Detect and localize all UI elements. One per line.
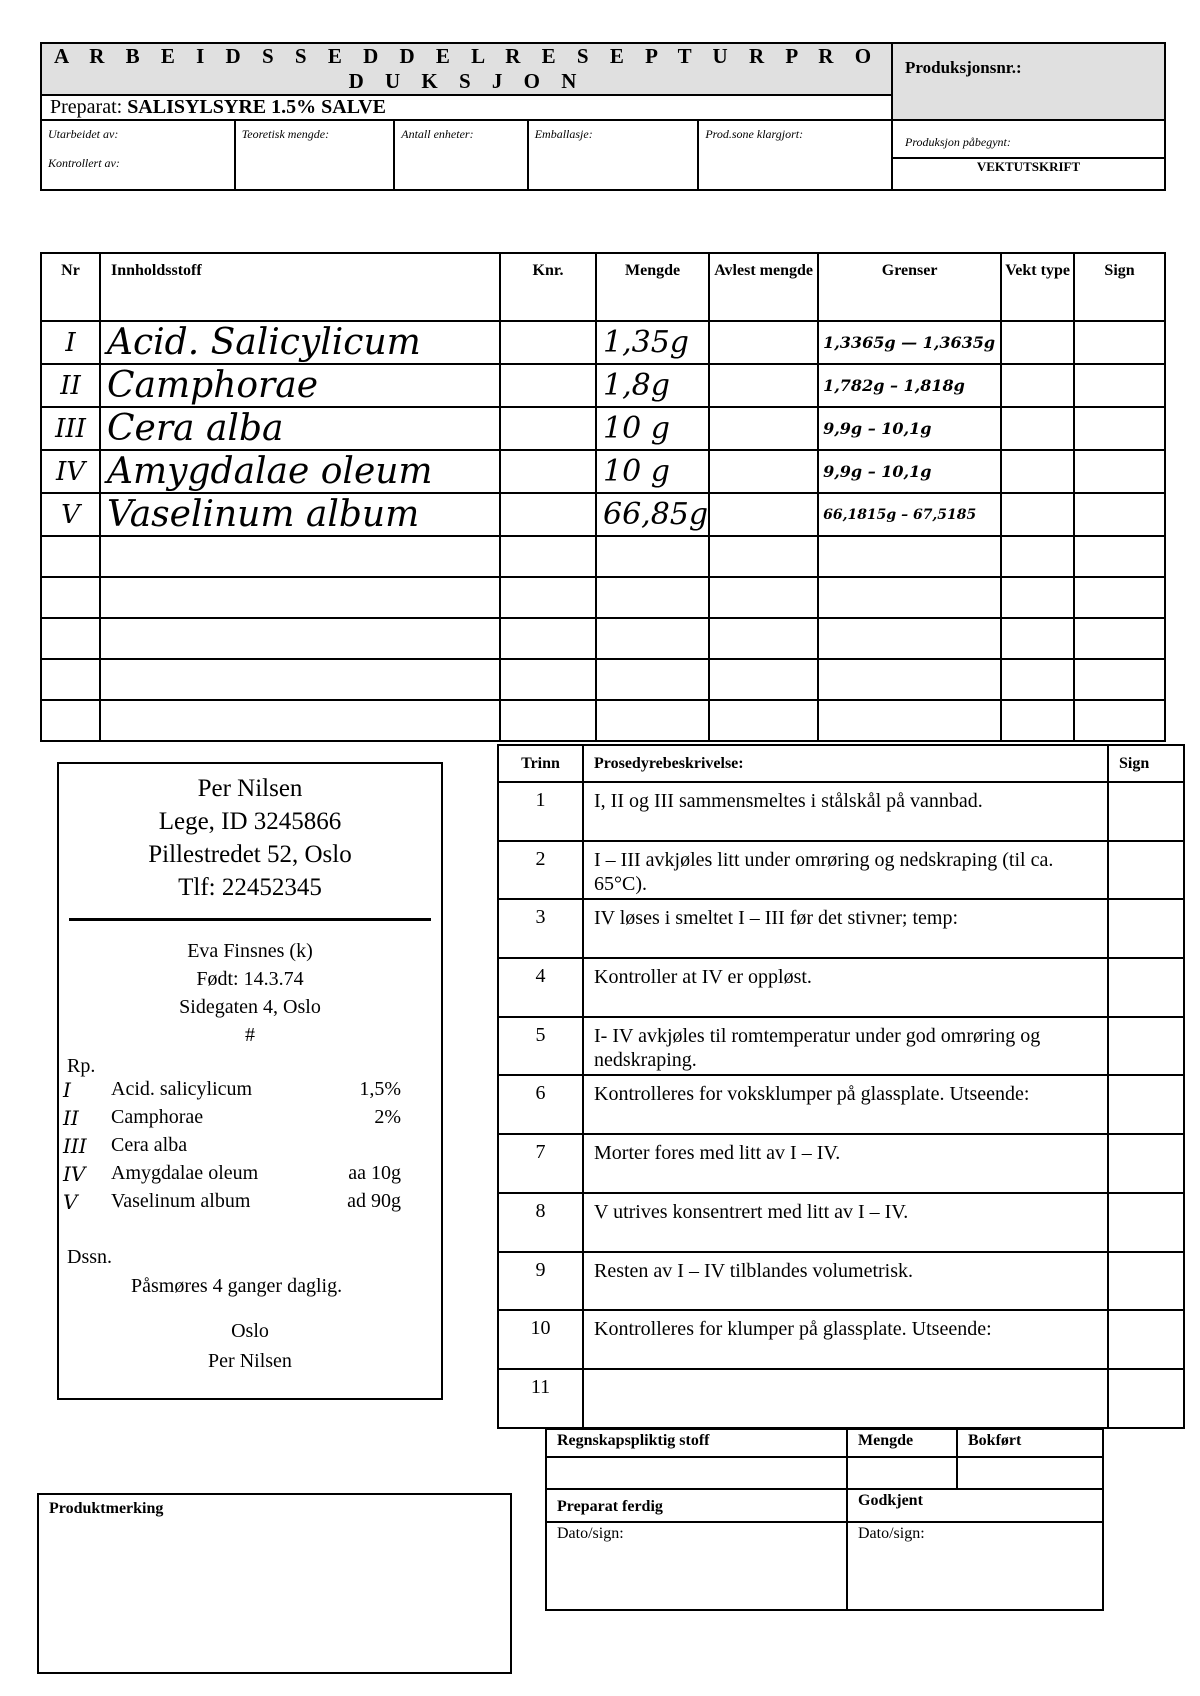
form-title: A R B E I D S S E D D E L R E S E P T U R P R O D U K S J O N [41, 43, 892, 95]
divider [69, 918, 431, 921]
row-amount[interactable]: 1,35g [596, 321, 709, 364]
sign-place: Oslo [231, 1320, 269, 1342]
rx-item [59, 1078, 441, 1106]
rx-item-amount: ad 90g [347, 1190, 401, 1212]
col-vekttype: Vekt type [1001, 253, 1074, 321]
col-prosedyre: Prosedyrebeskrivelse: [583, 745, 1108, 782]
row-avlest[interactable] [709, 364, 818, 407]
empty-cell[interactable] [818, 659, 1001, 700]
regnskap-bokfort-label: Bokført [957, 1429, 1103, 1457]
row-vekttype[interactable] [1001, 450, 1074, 493]
patient-address: Sidegaten 4, Oslo [179, 996, 321, 1018]
godkjent-label: Godkjent [847, 1489, 1103, 1522]
procedure-step [498, 899, 1184, 958]
doctor-address: Pillestredet 52, Oslo [148, 841, 352, 868]
step-number: 4 [498, 958, 583, 1017]
empty-cell[interactable] [100, 577, 500, 618]
procedure-step [498, 1252, 1184, 1311]
ferdig-dato-sign[interactable]: Dato/sign: [546, 1522, 847, 1610]
table-row-empty [41, 577, 1165, 618]
row-avlest[interactable] [709, 321, 818, 364]
row-vekttype[interactable] [1001, 407, 1074, 450]
procedure-step [498, 1193, 1184, 1252]
emballasje-field[interactable]: Emballasje: [528, 120, 699, 190]
rx-item-name: Cera alba [111, 1134, 188, 1156]
pabegynt-cell [892, 120, 1165, 190]
regnskap-mengde-field[interactable] [847, 1457, 957, 1489]
rx-item [59, 1190, 441, 1218]
empty-cell[interactable] [1074, 618, 1165, 659]
utarbeidet-label: Utarbeidet av: [48, 127, 119, 141]
utarbeidet-field[interactable] [41, 120, 235, 190]
empty-cell[interactable] [709, 700, 818, 741]
table-row [41, 450, 1165, 493]
empty-cell[interactable] [1001, 700, 1074, 741]
row-limits[interactable]: 9,9g – 10,1g [818, 407, 1001, 450]
row-name[interactable]: Amygdalae oleum [100, 450, 500, 493]
step-number: 10 [498, 1310, 583, 1369]
empty-cell[interactable] [500, 577, 596, 618]
col-innhold: Innholdsstoff [100, 253, 500, 321]
step-number: 9 [498, 1252, 583, 1311]
row-nr: III [41, 407, 100, 450]
step-number: 7 [498, 1134, 583, 1193]
step-sign[interactable] [1108, 1134, 1184, 1193]
row-sign[interactable] [1074, 407, 1165, 450]
step-text[interactable] [583, 1369, 1108, 1428]
regnskap-table [545, 1428, 1104, 1611]
row-knr[interactable] [500, 364, 596, 407]
empty-cell[interactable] [818, 700, 1001, 741]
doctor-phone: Tlf: 22452345 [178, 874, 322, 901]
row-amount[interactable]: 1,8g [596, 364, 709, 407]
usage-text: Påsmøres 4 ganger daglig. [131, 1275, 343, 1297]
empty-cell[interactable] [709, 536, 818, 577]
prodsone-field[interactable]: Prod.sone klargjort: [698, 120, 892, 190]
rx-item [59, 1106, 441, 1134]
step-number: 6 [498, 1075, 583, 1134]
procedure-step [498, 782, 1184, 841]
procedure-step [498, 1075, 1184, 1134]
row-limits[interactable]: 9,9g – 10,1g [818, 450, 1001, 493]
table-row [41, 321, 1165, 364]
procedure-table [497, 744, 1185, 1429]
row-vekttype[interactable] [1001, 364, 1074, 407]
table-row [41, 407, 1165, 450]
row-knr[interactable] [500, 321, 596, 364]
pabegynt-label[interactable]: Produksjon påbegynt: [893, 121, 1164, 159]
regnskap-mengde-label: Mengde [847, 1429, 957, 1457]
step-sign[interactable] [1108, 1193, 1184, 1252]
row-name[interactable]: Camphorae [100, 364, 500, 407]
row-amount[interactable]: 10 g [596, 407, 709, 450]
empty-cell[interactable] [709, 618, 818, 659]
row-nr: V [41, 493, 100, 536]
empty-cell[interactable] [1074, 577, 1165, 618]
col-trinn: Trinn [498, 745, 583, 782]
empty-cell[interactable] [41, 536, 100, 577]
doctor-id: Lege, ID 3245866 [158, 808, 342, 835]
regnskap-stoff-label: Regnskapspliktig stoff [546, 1429, 847, 1457]
step-text: Morter fores med litt av I – IV. [583, 1134, 1108, 1193]
rp-label: Rp. [67, 1055, 96, 1077]
empty-cell[interactable] [596, 659, 709, 700]
preparat-row [41, 95, 892, 120]
empty-cell[interactable] [100, 700, 500, 741]
step-text: Resten av I – IV tilblandes volumetrisk. [583, 1252, 1108, 1311]
rx-item-name: Amygdalae oleum [111, 1162, 259, 1184]
col-proc-sign: Sign [1108, 745, 1184, 782]
row-nr: IV [41, 450, 100, 493]
sign-name: Per Nilsen [208, 1350, 292, 1372]
ingredient-table [40, 252, 1166, 742]
row-name[interactable]: Acid. Salicylicum [100, 321, 500, 364]
prescription-box [57, 762, 443, 1400]
step-text: Kontrolleres for klumper på glassplate. Utseende: [583, 1310, 1108, 1369]
step-sign[interactable] [1108, 1017, 1184, 1076]
row-nr: I [41, 321, 100, 364]
empty-cell[interactable] [596, 700, 709, 741]
empty-cell[interactable] [41, 577, 100, 618]
preparat-ferdig-label: Preparat ferdig [546, 1489, 847, 1522]
row-name[interactable]: Cera alba [100, 407, 500, 450]
row-amount[interactable]: 66,85g [596, 493, 709, 536]
step-sign[interactable] [1108, 1252, 1184, 1311]
empty-cell[interactable] [709, 659, 818, 700]
empty-cell[interactable] [1001, 659, 1074, 700]
row-sign[interactable] [1074, 364, 1165, 407]
table-row-empty [41, 659, 1165, 700]
rx-item-amount: aa 10g [348, 1162, 401, 1184]
procedure-step [498, 1134, 1184, 1193]
row-avlest[interactable] [709, 450, 818, 493]
produktmerking-box[interactable]: Produktmerking [37, 1493, 512, 1674]
col-avlest: Avlest mengde [709, 253, 818, 321]
patient-name: Eva Finsnes (k) [187, 940, 313, 962]
empty-cell[interactable] [1074, 659, 1165, 700]
teoretisk-field[interactable]: Teoretisk mengde: [235, 120, 395, 190]
col-grenser: Grenser [818, 253, 1001, 321]
rx-item [59, 1134, 441, 1162]
row-nr: II [41, 364, 100, 407]
empty-cell[interactable] [596, 618, 709, 659]
row-knr[interactable] [500, 450, 596, 493]
empty-cell[interactable] [1001, 536, 1074, 577]
step-sign[interactable] [1108, 841, 1184, 900]
rx-item-name: Vaselinum album [111, 1190, 251, 1212]
empty-cell[interactable] [100, 618, 500, 659]
empty-cell[interactable] [1074, 536, 1165, 577]
empty-cell[interactable] [500, 536, 596, 577]
step-text: I, II og III sammensmeltes i stålskål på vannbad. [583, 782, 1108, 841]
col-mengde: Mengde [596, 253, 709, 321]
empty-cell[interactable] [41, 659, 100, 700]
regnskap-stoff-field[interactable] [546, 1457, 847, 1489]
step-number: 1 [498, 782, 583, 841]
step-text: V utrives konsentrert med litt av I – IV. [583, 1193, 1108, 1252]
step-text: IV løses i smeltet I – III før det stivner; temp: [583, 899, 1108, 958]
kontrollert-label: Kontrollert av: [48, 156, 120, 170]
row-avlest[interactable] [709, 407, 818, 450]
table-row-empty [41, 618, 1165, 659]
empty-cell[interactable] [818, 577, 1001, 618]
row-limits[interactable]: 1,3365g — 1,3635g [818, 321, 1001, 364]
antall-field[interactable]: Antall enheter: [394, 120, 527, 190]
step-sign[interactable] [1108, 1369, 1184, 1428]
empty-cell[interactable] [500, 700, 596, 741]
row-vekttype[interactable] [1001, 493, 1074, 536]
empty-cell[interactable] [100, 659, 500, 700]
empty-cell[interactable] [500, 618, 596, 659]
rx-item-number: IV [63, 1162, 86, 1186]
step-number: 5 [498, 1017, 583, 1076]
empty-cell[interactable] [1001, 577, 1074, 618]
table-row-empty [41, 536, 1165, 577]
rx-item-name: Acid. salicylicum [111, 1078, 253, 1100]
step-sign[interactable] [1108, 1310, 1184, 1369]
empty-cell[interactable] [596, 536, 709, 577]
empty-cell[interactable] [818, 536, 1001, 577]
dssn-label: Dssn. [67, 1246, 113, 1268]
rx-item-number: I [63, 1078, 71, 1102]
procedure-step [498, 1017, 1184, 1076]
preparat-label: Preparat: [50, 96, 123, 118]
empty-cell[interactable] [1074, 700, 1165, 741]
rx-item-number: II [63, 1106, 79, 1130]
produksjonsnr-field[interactable]: Produksjonsnr.: [892, 43, 1165, 120]
step-text: Kontroller at IV er oppløst. [583, 958, 1108, 1017]
procedure-step [498, 1369, 1184, 1428]
row-amount[interactable]: 10 g [596, 450, 709, 493]
empty-cell[interactable] [818, 618, 1001, 659]
procedure-step [498, 958, 1184, 1017]
empty-cell[interactable] [41, 700, 100, 741]
step-text: Kontrolleres for voksklumper på glassplate. Utseende: [583, 1075, 1108, 1134]
rx-item-amount: 2% [374, 1106, 401, 1128]
rx-item-number: V [63, 1190, 78, 1214]
row-name[interactable]: Vaselinum album [100, 493, 500, 536]
row-vekttype[interactable] [1001, 321, 1074, 364]
hash-mark: # [245, 1024, 255, 1046]
row-knr[interactable] [500, 407, 596, 450]
doctor-name: Per Nilsen [197, 775, 303, 802]
step-sign[interactable] [1108, 782, 1184, 841]
row-sign[interactable] [1074, 493, 1165, 536]
rx-item-name: Camphorae [111, 1106, 204, 1128]
empty-cell[interactable] [1001, 618, 1074, 659]
row-knr[interactable] [500, 493, 596, 536]
table-row [41, 364, 1165, 407]
step-sign[interactable] [1108, 1075, 1184, 1134]
rx-item-amount: 1,5% [359, 1078, 401, 1100]
col-nr: Nr [41, 253, 100, 321]
procedure-step [498, 841, 1184, 900]
table-row [41, 493, 1165, 536]
step-number: 11 [498, 1369, 583, 1428]
preparat-value: SALISYLSYRE 1.5% SALVE [127, 96, 386, 118]
regnskap-bokfort-field[interactable] [957, 1457, 1103, 1489]
step-sign[interactable] [1108, 899, 1184, 958]
vektutskrift-label: VEKTUTSKRIFT [976, 159, 1081, 174]
step-text: I- IV avkjøles til romtemperatur under god omrøring og nedskraping. [583, 1017, 1108, 1076]
col-sign: Sign [1074, 253, 1165, 321]
table-row-empty [41, 700, 1165, 741]
empty-cell[interactable] [500, 659, 596, 700]
row-avlest[interactable] [709, 493, 818, 536]
step-number: 3 [498, 899, 583, 958]
row-limits[interactable]: 66,1815g – 67,5185 [818, 493, 1001, 536]
step-number: 8 [498, 1193, 583, 1252]
rx-item [59, 1162, 441, 1190]
row-sign[interactable] [1074, 450, 1165, 493]
col-knr: Knr. [500, 253, 596, 321]
header-table [40, 42, 1166, 191]
empty-cell[interactable] [100, 536, 500, 577]
patient-born: Født: 14.3.74 [196, 968, 304, 990]
godkjent-dato-sign[interactable]: Dato/sign: [847, 1522, 1103, 1610]
empty-cell[interactable] [41, 618, 100, 659]
step-sign[interactable] [1108, 958, 1184, 1017]
step-text: I – III avkjøles litt under omrøring og nedskraping (til ca. 65°C). [583, 841, 1108, 900]
empty-cell[interactable] [709, 577, 818, 618]
empty-cell[interactable] [596, 577, 709, 618]
procedure-step [498, 1310, 1184, 1369]
step-number: 2 [498, 841, 583, 900]
row-sign[interactable] [1074, 321, 1165, 364]
row-limits[interactable]: 1,782g – 1,818g [818, 364, 1001, 407]
rx-item-number: III [63, 1134, 87, 1158]
